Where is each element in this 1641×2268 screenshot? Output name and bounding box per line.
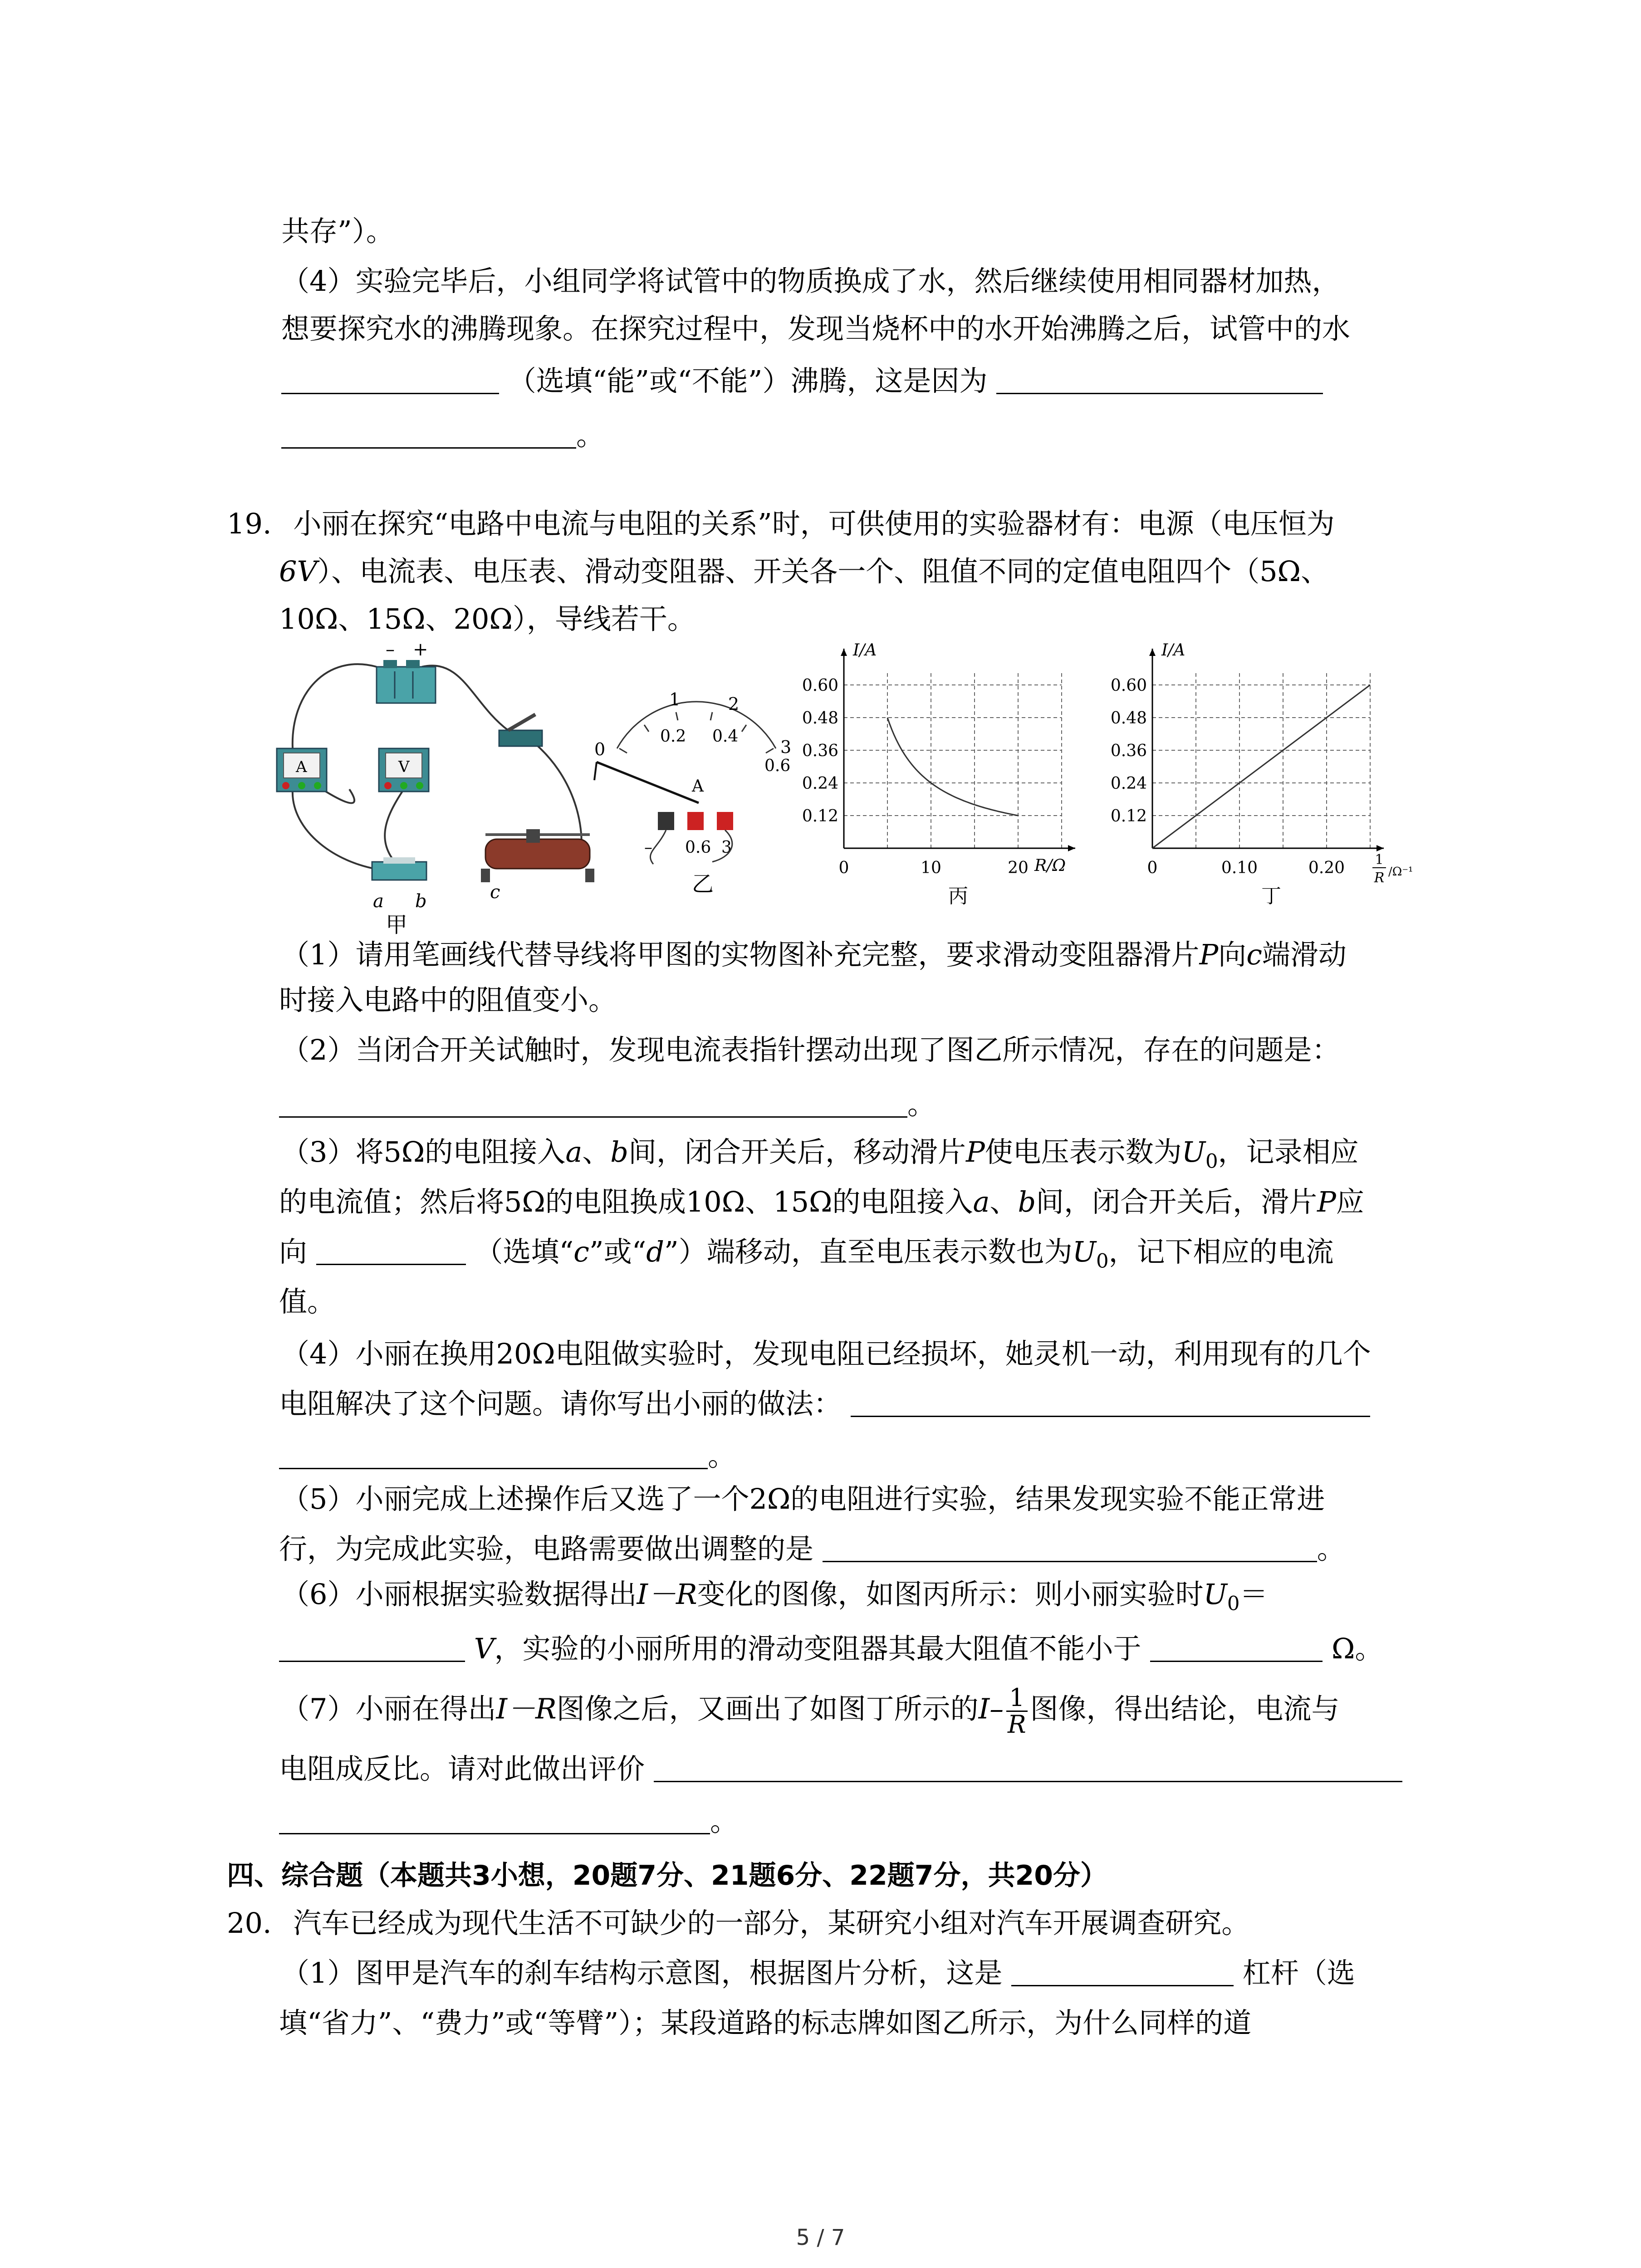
x-tick-label: 20 bbox=[1008, 859, 1029, 877]
series-line bbox=[887, 718, 1018, 816]
y-tick-label: 0.36 bbox=[1110, 742, 1147, 760]
question-number: 19. bbox=[227, 507, 272, 540]
dial-label-2: 2 bbox=[728, 694, 740, 714]
q19-p4-line-b: 电阻解决了这个问题。请你写出小丽的做法： bbox=[279, 1386, 1370, 1422]
x-tick-label: 0.20 bbox=[1308, 859, 1345, 877]
dial-label-1: 1 bbox=[669, 689, 681, 709]
x-tick-label: 0 bbox=[838, 859, 849, 877]
meter-terminals bbox=[658, 812, 733, 830]
answer-blank[interactable] bbox=[1150, 1633, 1323, 1662]
chart-bing bbox=[789, 635, 1098, 916]
q20-p1-line-b: 填“省力”、“费力”或“等臂”）；某段道路的标志牌如图乙所示，为什么同样的道 bbox=[279, 2006, 1252, 2039]
terminal-0.6-label: 0.6 bbox=[685, 838, 711, 857]
voltmeter-label: V bbox=[398, 758, 410, 776]
answer-blank[interactable] bbox=[654, 1754, 1402, 1782]
y-tick-label: 0.36 bbox=[802, 742, 838, 760]
answer-blank[interactable] bbox=[279, 1089, 907, 1118]
y-tick-label: 0.24 bbox=[802, 774, 838, 793]
prev-q4-line-c bbox=[281, 363, 1323, 399]
terminal-b-label: b bbox=[415, 891, 427, 912]
q20-intro: 20. 汽车已经成为现代生活不可缺少的一部分，某研究小组对汽车开展调查研究。 bbox=[227, 1906, 1250, 1940]
dial-arc bbox=[617, 702, 776, 748]
terminal-3-label: 3 bbox=[721, 838, 732, 857]
q19-p1-line-a: （1）请用笔画线代替导线将甲图的实物图补充完整，要求滑动变阻器滑片P向c端滑动 bbox=[281, 938, 1347, 971]
answer-blank[interactable] bbox=[279, 1441, 708, 1469]
x-tick-label: 0.10 bbox=[1221, 859, 1258, 877]
series-line bbox=[1152, 685, 1370, 848]
q19-p5-line-b: 行，为完成此实验，电路需要做出调整的是 。 bbox=[279, 1532, 1345, 1565]
q19-p2-line-b: 。 bbox=[279, 1086, 936, 1123]
dial-inner-label-0.4: 0.4 bbox=[712, 727, 739, 746]
needle-deflection-mark bbox=[594, 762, 597, 780]
q19-p4-line-a: （4）小丽在换用20Ω电阻做实验时，发现电阻已经损坏，她灵机一动，利用现有的几个 bbox=[281, 1337, 1371, 1370]
answer-blank[interactable] bbox=[316, 1237, 466, 1265]
wire bbox=[293, 664, 377, 748]
y-tick-label: 0.48 bbox=[1110, 709, 1147, 728]
dial-ticks bbox=[619, 712, 774, 753]
x-tick-label: 10 bbox=[921, 859, 941, 877]
section-4-heading: 四、综合题（本题共3小想，20题7分、21题6分、22题7分，共20分） bbox=[227, 1860, 1107, 1892]
x-tick-label: 0 bbox=[1147, 859, 1158, 877]
q19-p7-line-b: 电阻成反比。请对此做出评价 bbox=[279, 1751, 1402, 1787]
q19-p4-line-c: 。 bbox=[279, 1438, 736, 1474]
ammeter-label: A bbox=[296, 758, 307, 776]
caption-jia: 甲 bbox=[386, 912, 408, 938]
answer-blank[interactable] bbox=[281, 366, 499, 394]
prev-q4-line-d: 。 bbox=[281, 417, 604, 454]
q19-p7-line-c: 。 bbox=[279, 1803, 738, 1839]
fraction-1-over-R: $\frac{1}{R}$ bbox=[1006, 1685, 1027, 1737]
y-axis-label: I/A bbox=[853, 641, 877, 660]
x-axis-label-den: R bbox=[1374, 870, 1385, 886]
resistor-icon bbox=[372, 857, 426, 880]
question-number: 20. bbox=[227, 1906, 272, 1940]
ammeter-dial-figure-yi bbox=[576, 680, 812, 871]
y-axis-arrow bbox=[841, 649, 847, 656]
x-axis-label-unit: /Ω⁻¹ bbox=[1388, 865, 1413, 879]
chart-ding bbox=[1089, 635, 1416, 916]
prev-q4-line-b: 想要探究水的沸腾现象。在探究过程中，发现当烧杯中的水开始沸腾之后，试管中的水 bbox=[281, 312, 1351, 345]
answer-blank[interactable] bbox=[1011, 1958, 1234, 1986]
dial-label-3: 3 bbox=[780, 737, 792, 757]
switch-icon bbox=[499, 714, 542, 746]
terminal-minus-label: – bbox=[644, 838, 652, 857]
q19-p1-line-b: 时接入电路中的阻值变小。 bbox=[279, 983, 617, 1017]
y-axis-arrow bbox=[1149, 649, 1156, 656]
dial-label-0: 0 bbox=[594, 739, 606, 759]
page-number: 5 / 7 bbox=[796, 2225, 845, 2250]
q19-p2-line-a: （2）当闭合开关试触时，发现电流表指针摆动出现了图乙所示情况，存在的问题是： bbox=[281, 1033, 1340, 1066]
q19-p3-line-d: 值。 bbox=[279, 1285, 336, 1318]
prev-q4-line-a: （4）实验完毕后，小组同学将试管中的物质换成了水，然后继续使用相同器材加热， bbox=[281, 264, 1340, 298]
q19-p6-line-a: （6）小丽根据实验数据得出I－R变化的图像，如图丙所示：则小丽实验时$U_0=$ bbox=[281, 1578, 1268, 1615]
answer-blank[interactable] bbox=[279, 1633, 465, 1662]
prev-q4-text: （选填“能”或“不能”）沸腾，这是因为 bbox=[508, 364, 988, 397]
x-axis-label-num: 1 bbox=[1375, 852, 1384, 868]
q19-p5-line-a: （5）小丽完成上述操作后又选了一个2Ω的电阻进行实验，结果发现实验不能正常进 bbox=[281, 1482, 1325, 1515]
rheostat-c-label: c bbox=[490, 882, 500, 903]
answer-blank[interactable] bbox=[851, 1388, 1370, 1417]
answer-blank[interactable] bbox=[996, 366, 1323, 394]
wire bbox=[385, 789, 404, 862]
q19-intro-1: 19. 小丽在探究“电路中电流与电阻的关系”时，可供使用的实验器材有：电源（电压恒为 bbox=[227, 507, 1335, 540]
q19-p7-line-a: （7）小丽在得出I－R图像之后，又画出了如图丁所示的I– $\frac{1}{R}$ 图像，得出结论，电流与 bbox=[281, 1683, 1340, 1739]
q19-p3-line-b: 的电流值；然后将5Ω的电阻换成10Ω、15Ω的电阻接入a、b间，闭合开关后，滑片P应 bbox=[279, 1185, 1364, 1218]
q19-p3-line-c: 向 （选填“c”或“d”）端移动，直至电压表示数也为$U_0$，记下相应的电流 bbox=[279, 1235, 1334, 1273]
y-tick-label: 0.12 bbox=[1110, 807, 1147, 826]
battery-plus-label: + bbox=[413, 640, 428, 660]
chart-caption: 丁 bbox=[1261, 885, 1281, 908]
y-axis-label: I/A bbox=[1161, 641, 1185, 660]
answer-blank[interactable] bbox=[823, 1534, 1317, 1562]
terminal-a-label: a bbox=[373, 891, 384, 912]
y-tick-label: 0.60 bbox=[802, 676, 838, 695]
dial-needle bbox=[597, 762, 699, 803]
y-tick-label: 0.12 bbox=[802, 807, 838, 826]
x-axis-arrow bbox=[1376, 845, 1384, 851]
battery-minus-label: – bbox=[386, 640, 395, 660]
dial-unit-label: A bbox=[692, 777, 704, 796]
wire bbox=[293, 789, 390, 871]
answer-blank[interactable] bbox=[279, 1806, 710, 1834]
q19-p3-line-a: （3）将5Ω的电阻接入a、b间，闭合开关后，移动滑片P使电压表示数为$U_0$，记录相应 bbox=[281, 1135, 1359, 1173]
q19-intro-2: 6V）、电流表、电压表、滑动变阻器、开关各一个、阻值不同的定值电阻四个（5Ω、 bbox=[279, 555, 1329, 588]
answer-blank[interactable] bbox=[281, 420, 576, 449]
dial-inner-label-0.6: 0.6 bbox=[764, 757, 791, 775]
y-tick-label: 0.48 bbox=[802, 709, 838, 728]
q19-intro-3: 10Ω、15Ω、20Ω），导线若干。 bbox=[279, 602, 696, 635]
chart-caption: 丙 bbox=[948, 885, 968, 908]
battery-icon bbox=[377, 660, 436, 703]
q19-p6-line-b: V，实验的小丽所用的滑动变阻器其最大阻值不能小于 Ω。 bbox=[279, 1631, 1383, 1667]
q20-p1-line-a: （1）图甲是汽车的刹车结构示意图，根据图片分析，这是 杠杆（选 bbox=[281, 1956, 1355, 1989]
y-tick-label: 0.60 bbox=[1110, 676, 1147, 695]
dial-inner-label-0.2: 0.2 bbox=[660, 727, 686, 746]
circuit-figure-jia bbox=[272, 640, 617, 912]
caption-yi: 乙 bbox=[692, 871, 714, 897]
y-tick-label: 0.24 bbox=[1110, 774, 1147, 793]
x-axis-label: R/Ω bbox=[1034, 856, 1066, 875]
meter-wire bbox=[650, 830, 666, 864]
prev-line-1: 共存”）。 bbox=[281, 215, 394, 248]
x-axis-arrow bbox=[1068, 845, 1075, 851]
